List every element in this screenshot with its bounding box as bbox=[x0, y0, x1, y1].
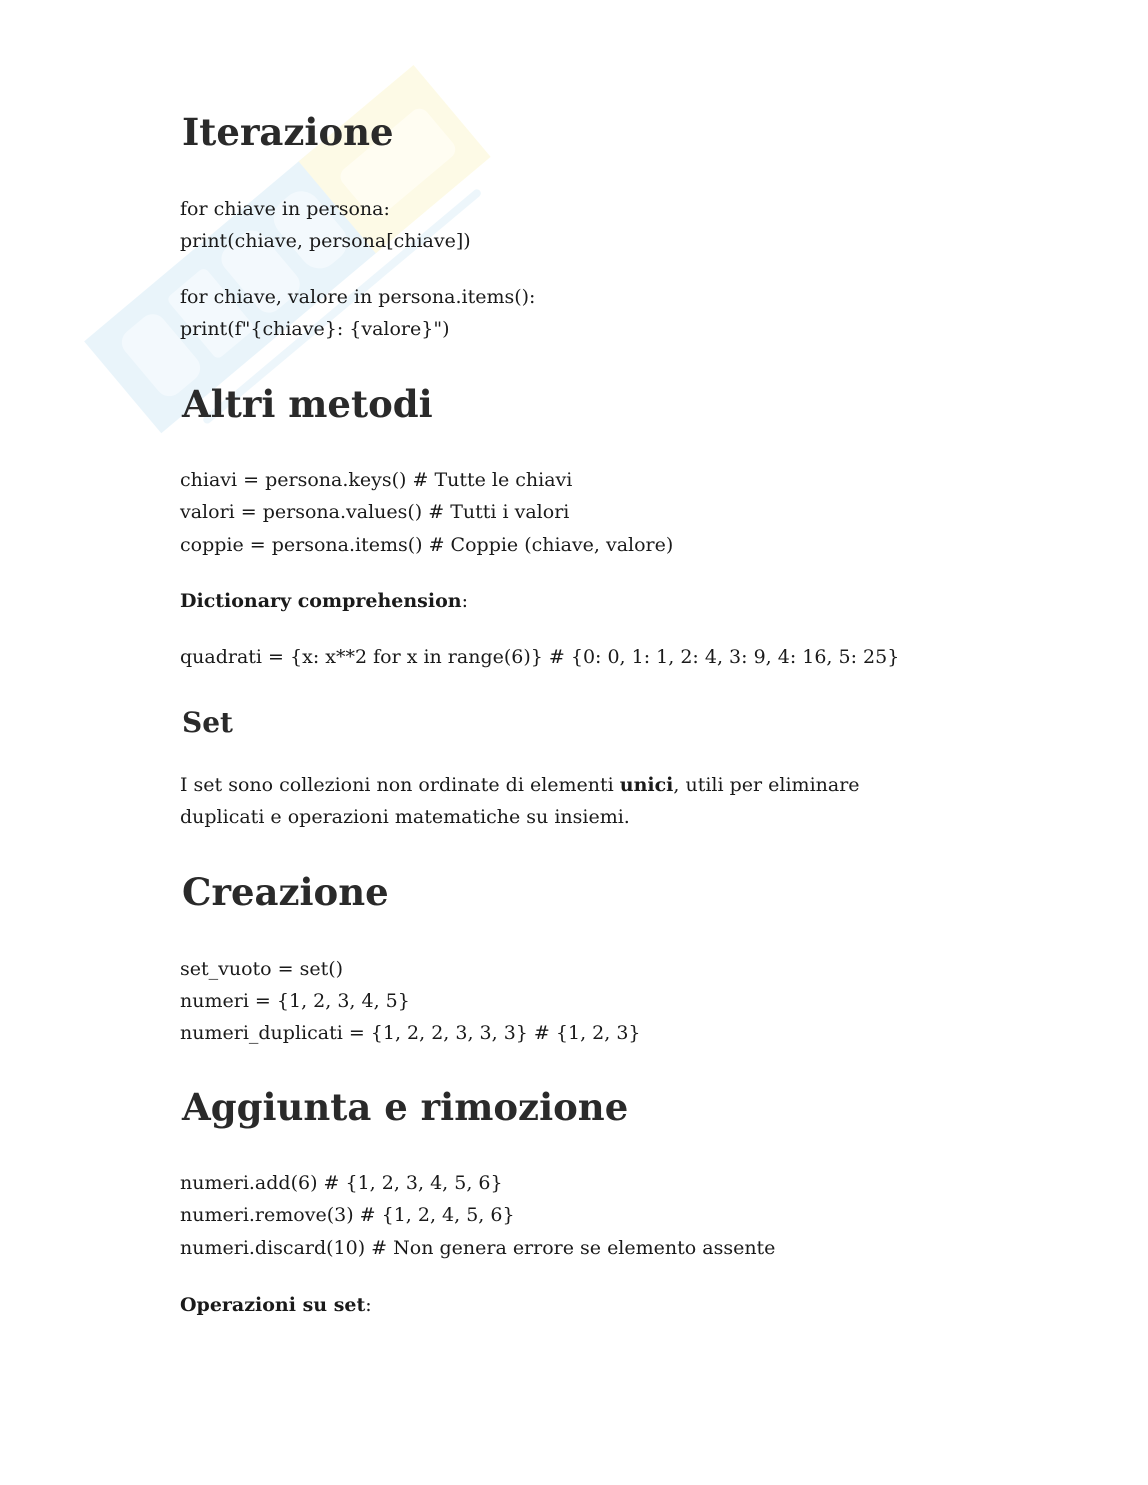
code-line: valori = persona.values() # Tutti i valori bbox=[180, 501, 570, 523]
operazioni-label: Operazioni su set: bbox=[180, 1294, 372, 1316]
code-line: numeri_duplicati = {1, 2, 2, 3, 3, 3} # {1, 2, 3} bbox=[180, 1022, 641, 1044]
code-line: quadrati = {x: x**2 for x in range(6)} # {0: 0, 1: 1, 2: 4, 3: 9, 4: 16, 5: 25} bbox=[180, 646, 900, 668]
code-line: print(f"{chiave}: {valore}") bbox=[180, 318, 450, 340]
dict-comprehension-label: Dictionary comprehension: bbox=[180, 590, 468, 612]
heading-iterazione: Iterazione bbox=[182, 110, 394, 154]
paragraph-line: I set sono collezioni non ordinate di elementi unici, utili per eliminare bbox=[180, 774, 860, 796]
code-line: numeri = {1, 2, 3, 4, 5} bbox=[180, 990, 410, 1012]
code-line: chiavi = persona.keys() # Tutte le chiavi bbox=[180, 469, 573, 491]
code-line: coppie = persona.items() # Coppie (chiave, valore) bbox=[180, 534, 674, 556]
heading-creazione: Creazione bbox=[182, 870, 389, 914]
code-line: numeri.add(6) # {1, 2, 3, 4, 5, 6} bbox=[180, 1172, 503, 1194]
code-line: numeri.remove(3) # {1, 2, 4, 5, 6} bbox=[180, 1204, 515, 1226]
code-line: set_vuoto = set() bbox=[180, 958, 344, 980]
code-line: for chiave in persona: bbox=[180, 198, 390, 220]
paragraph-line: duplicati e operazioni matematiche su insiemi. bbox=[180, 806, 630, 828]
code-line: numeri.discard(10) # Non genera errore se elemento assente bbox=[180, 1237, 776, 1259]
code-line: print(chiave, persona[chiave]) bbox=[180, 230, 471, 252]
heading-aggiunta-rimozione: Aggiunta e rimozione bbox=[182, 1085, 629, 1129]
heading-altri-metodi: Altri metodi bbox=[182, 382, 433, 426]
heading-set: Set bbox=[182, 706, 233, 739]
code-line: for chiave, valore in persona.items(): bbox=[180, 286, 536, 308]
